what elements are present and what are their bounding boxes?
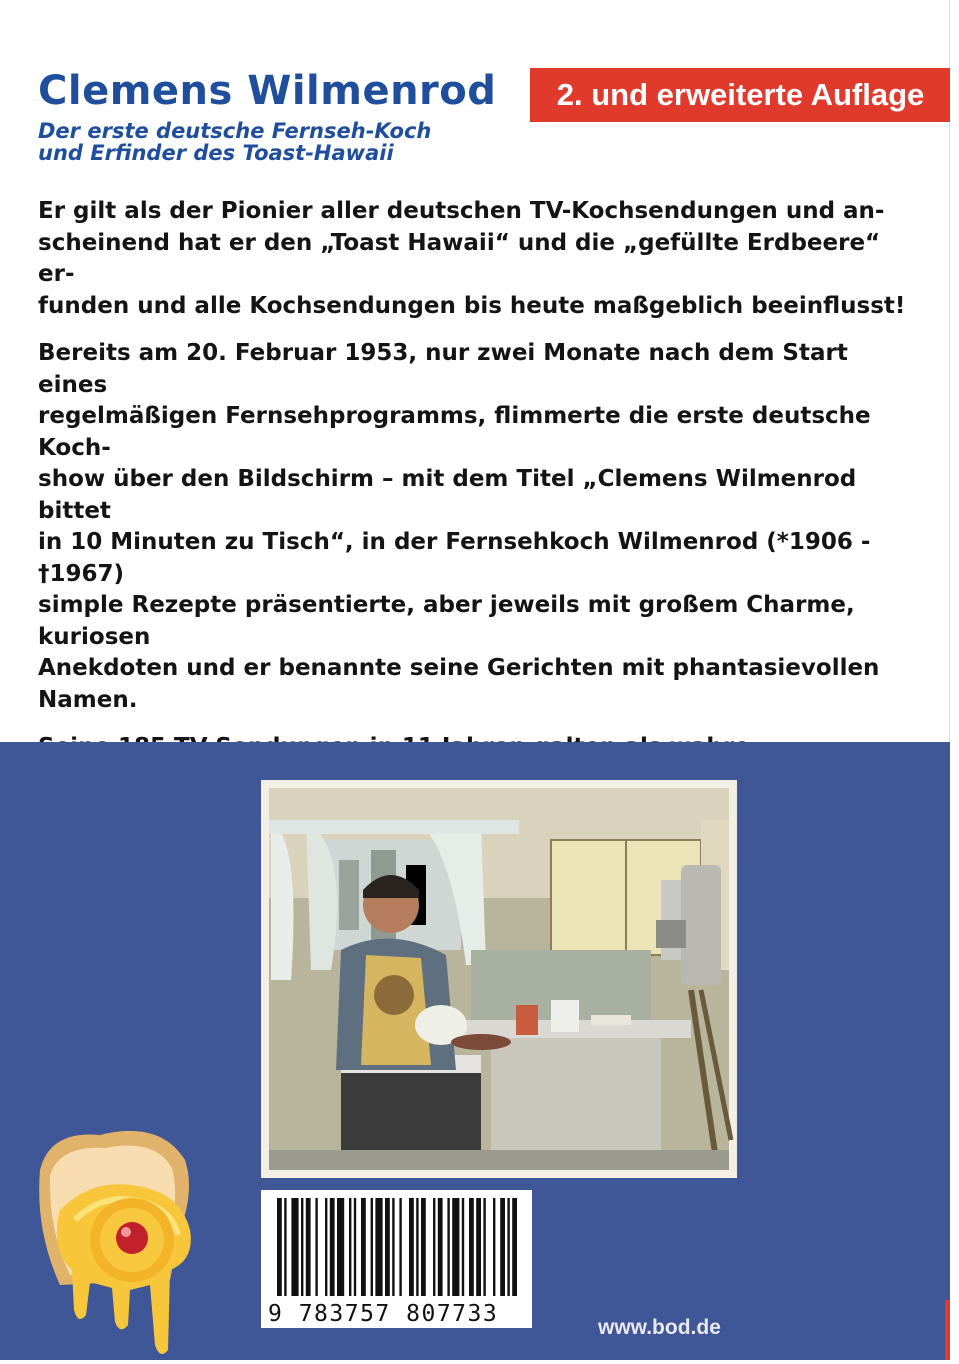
- barcode-bar: [325, 1198, 327, 1296]
- blurb-paragraph-1: Er gilt als der Pionier aller deutschen TV-Kochsendungen und an- scheinend hat er den „Toast Hawaii“ und die „gefüllte Erdbeere“ er- funden und alle Kochsendungen bis heute maßgeblich beeinflusst!: [38, 198, 906, 319]
- barcode-bar: [452, 1198, 459, 1296]
- barcode-bar: [349, 1198, 351, 1296]
- book-subtitle: [38, 120, 498, 164]
- barcode-bar: [507, 1198, 509, 1296]
- barcode-bar: [284, 1198, 286, 1296]
- barcode-bar: [337, 1198, 344, 1296]
- barcode-bar: [476, 1198, 481, 1296]
- barcode-bar: [291, 1198, 298, 1296]
- barcode-bar: [375, 1198, 382, 1296]
- subtitle-line-2: und Erfinder des Toast-Hawaii: [38, 141, 394, 165]
- barcode-bar: [416, 1198, 418, 1296]
- barcode-bar: [493, 1198, 495, 1296]
- vintage-tv-kitchen-photo: [261, 780, 737, 1178]
- barcode-bar: [433, 1198, 435, 1296]
- barcode-bar: [315, 1198, 317, 1296]
- barcode-bar: [462, 1198, 464, 1296]
- barcode-bar: [361, 1198, 366, 1296]
- edition-badge: 2. und erweiterte Auflage: [530, 68, 951, 122]
- page-edge: [950, 0, 959, 1360]
- barcode-bar: [409, 1198, 414, 1296]
- barcode-bar: [421, 1198, 426, 1296]
- isbn-number: 9 783757 807733: [268, 1301, 499, 1327]
- barcode-bar: [330, 1198, 335, 1296]
- barcode-bar: [512, 1198, 517, 1296]
- barcode-bar: [354, 1198, 356, 1296]
- blurb-paragraph-2: Bereits am 20. Februar 1953, nur zwei Monate nach dem Start eines regelmäßigen Fernsehprogramms, flimmerte die erste deutsche Koch- show über den Bildschirm – mit dem Titel „Clemens Wilmenrod bittet in 10 Minuten zu Tisch“, in der Fernsehkoch Wilmenrod (*1906 - †1967) simple Rezepte präsentierte, aber jeweils mit großem Charme, kuriosen Anekdoten und er benannte seine Gerichten mit phantasievollen Namen.: [38, 340, 880, 713]
- barcode-bar: [301, 1198, 303, 1296]
- barcode-bar: [277, 1198, 282, 1296]
- subtitle-line-1: Der erste deutsche Fernseh-Koch: [38, 119, 432, 143]
- barcode-bar: [385, 1198, 390, 1296]
- barcode-bar: [392, 1198, 394, 1296]
- toast-hawaii-illustration: [20, 1110, 210, 1364]
- barcode-bar: [306, 1198, 311, 1296]
- barcode-bar: [483, 1198, 485, 1296]
- publisher-url[interactable]: www.bod.de: [598, 1316, 721, 1339]
- barcode-bar: [469, 1198, 474, 1296]
- barcode-bar: [371, 1198, 373, 1296]
- barcode-bar: [438, 1198, 443, 1296]
- barcode-bar: [447, 1198, 449, 1296]
- barcode-bar: [500, 1198, 505, 1296]
- book-title: Clemens Wilmenrod: [38, 68, 497, 114]
- barcode-bar: [399, 1198, 401, 1296]
